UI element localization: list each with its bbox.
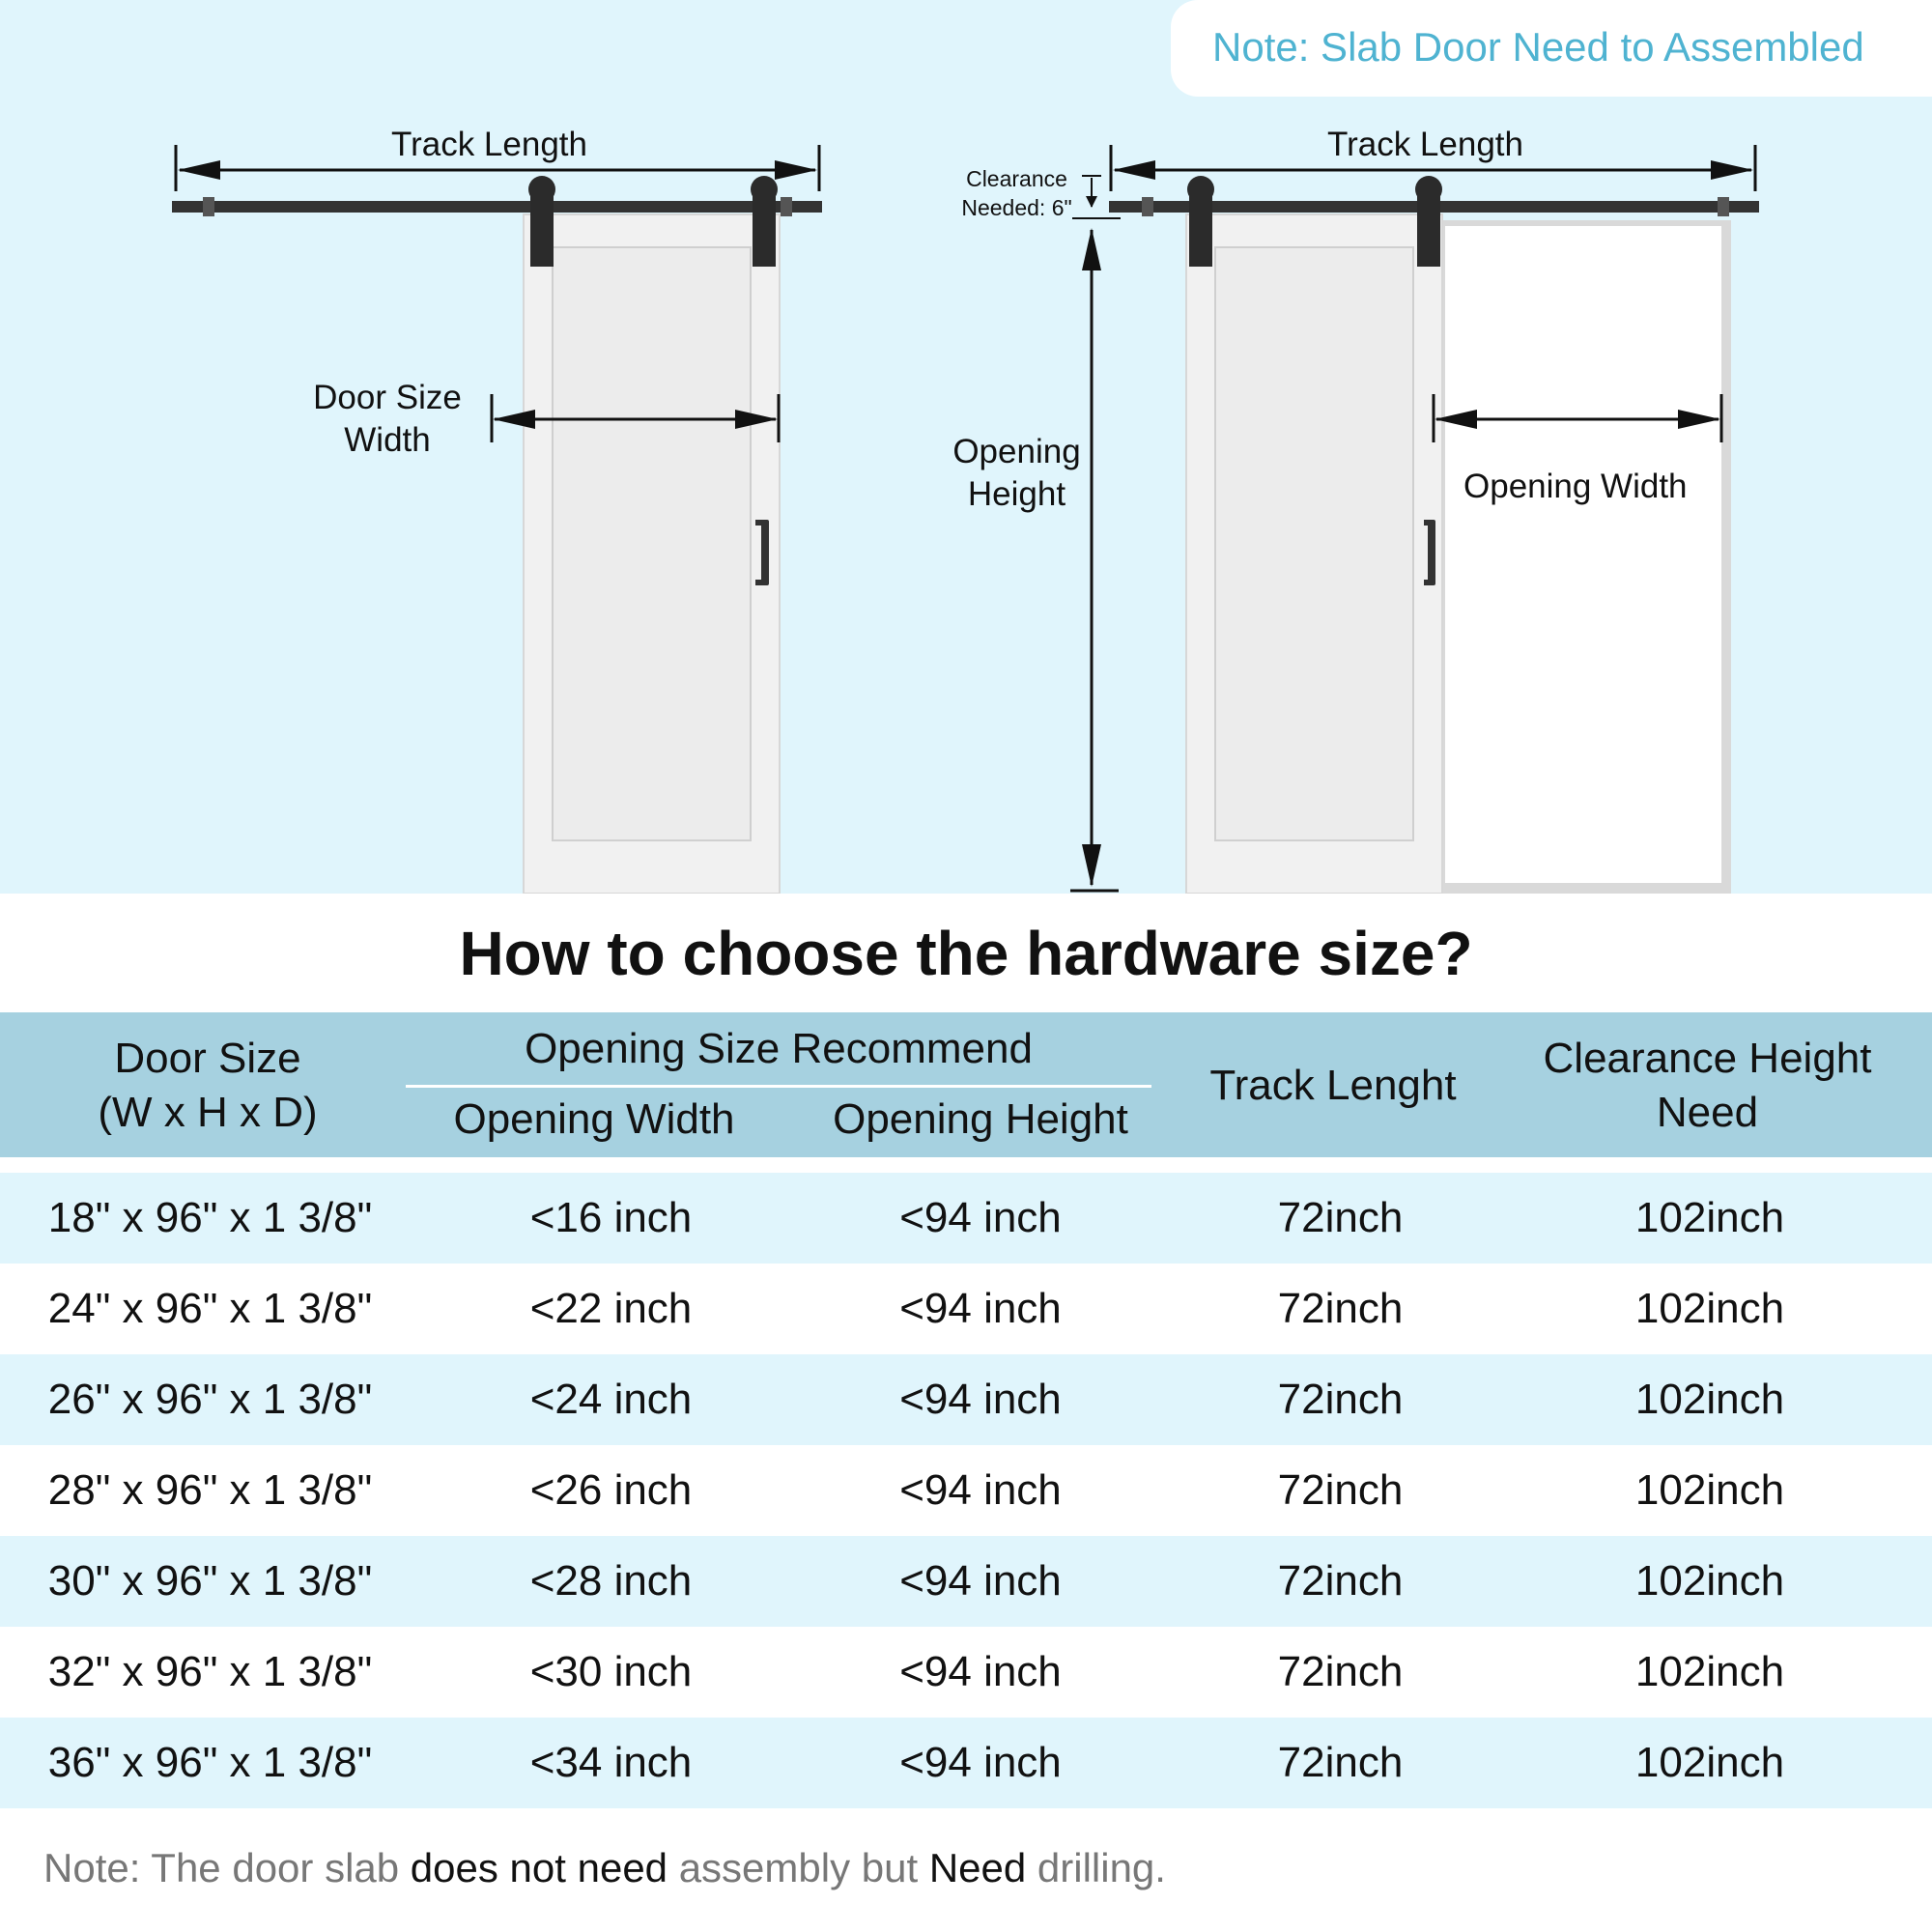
cell-door-size: 18" x 96" x 1 3/8": [47, 1194, 373, 1241]
th-door-size-line2: (W x H x D): [98, 1089, 318, 1136]
th-opening-height: Opening Height: [833, 1095, 1128, 1143]
table-row: [0, 1627, 1932, 1718]
cell-clearance: 102inch: [1634, 1285, 1785, 1332]
cell-opening-width: <16 inch: [529, 1194, 693, 1241]
cell-opening-width: <34 inch: [529, 1739, 693, 1786]
opening: [1445, 226, 1721, 883]
opening-height-label: [937, 431, 1096, 516]
diagram-area: [0, 0, 1932, 894]
footer-note: [43, 1845, 1166, 1891]
th-opening-width: Opening Width: [453, 1095, 735, 1143]
cell-track-length: 72inch: [1277, 1285, 1404, 1332]
cell-clearance: 102inch: [1634, 1648, 1785, 1695]
left-door-illustration: [172, 145, 822, 894]
cell-track-length: 72inch: [1277, 1557, 1404, 1605]
cell-opening-width: <22 inch: [529, 1285, 693, 1332]
th-clearance-line2: Need: [1656, 1089, 1759, 1136]
table-row: [0, 1718, 1932, 1808]
table-row: [0, 1173, 1932, 1264]
cell-door-size: 24" x 96" x 1 3/8": [47, 1285, 373, 1332]
opening-width-label: Opening Width: [1463, 468, 1688, 505]
right-door-illustration: [1070, 145, 1759, 894]
door-size-width-label: [305, 377, 469, 462]
footer-part4: Need: [928, 1845, 1027, 1890]
cell-door-size: 30" x 96" x 1 3/8": [47, 1557, 373, 1605]
right-track-length-label: Track Length: [1327, 126, 1523, 163]
cell-clearance: 102inch: [1634, 1376, 1785, 1423]
cell-track-length: 72inch: [1277, 1648, 1404, 1695]
door-size-width-line2: Width: [344, 421, 431, 459]
page-title: How to choose the hardware size?: [459, 919, 1473, 988]
footer-part2: does not need: [410, 1845, 668, 1890]
th-clearance-height: [1492, 1032, 1922, 1140]
top-note: Note: Slab Door Need to Assembled: [1212, 24, 1864, 70]
cell-opening-height: <94 inch: [899, 1194, 1062, 1241]
cell-clearance: 102inch: [1634, 1194, 1785, 1241]
opening-height-line2: Height: [967, 475, 1066, 513]
th-clearance-line1: Clearance Height: [1543, 1035, 1872, 1082]
cell-opening-width: <24 inch: [529, 1376, 693, 1423]
door-size-width-line1: Door Size: [313, 379, 462, 416]
footer-part1: Note: The door slab: [43, 1845, 411, 1890]
footer-part3: assembly but: [668, 1845, 929, 1890]
th-group-divider: [406, 1085, 1151, 1088]
cell-door-size: 28" x 96" x 1 3/8": [47, 1466, 373, 1514]
clearance-line2: Needed: 6": [961, 195, 1072, 220]
opening-height-line1: Opening: [952, 433, 1081, 470]
cell-track-length: 72inch: [1277, 1466, 1404, 1514]
cell-clearance: 102inch: [1634, 1466, 1785, 1514]
cell-opening-width: <26 inch: [529, 1466, 693, 1514]
cell-door-size: 26" x 96" x 1 3/8": [47, 1376, 373, 1423]
cell-track-length: 72inch: [1277, 1739, 1404, 1786]
th-door-size-line1: Door Size: [114, 1035, 301, 1082]
right-hanger-2: [1415, 176, 1442, 267]
table-row: [0, 1264, 1932, 1354]
table-row: [0, 1445, 1932, 1536]
cell-opening-height: <94 inch: [899, 1739, 1062, 1786]
cell-track-length: 72inch: [1277, 1194, 1404, 1241]
clearance-needed-label: [952, 164, 1082, 222]
left-door-handle: [761, 520, 769, 585]
cell-opening-height: <94 inch: [899, 1648, 1062, 1695]
cell-clearance: 102inch: [1634, 1739, 1785, 1786]
left-track-length-label: Track Length: [391, 126, 587, 163]
cell-opening-height: <94 inch: [899, 1285, 1062, 1332]
table-row: [0, 1354, 1932, 1445]
cell-track-length: 72inch: [1277, 1376, 1404, 1423]
cell-opening-height: <94 inch: [899, 1557, 1062, 1605]
th-track-length: Track Lenght: [1209, 1062, 1457, 1109]
table-row: [0, 1536, 1932, 1627]
th-group-opening-size: Opening Size Recommend: [525, 1025, 1033, 1072]
right-hanger-1: [1187, 176, 1214, 267]
left-hanger-2: [751, 176, 778, 267]
th-door-size: [0, 1032, 415, 1140]
clearance-line1: Clearance: [966, 166, 1067, 191]
cell-opening-height: <94 inch: [899, 1376, 1062, 1423]
cell-door-size: 36" x 96" x 1 3/8": [47, 1739, 373, 1786]
left-track: [172, 201, 822, 213]
footer-part5: drilling.: [1026, 1845, 1166, 1890]
right-door-handle: [1428, 520, 1435, 585]
cell-clearance: 102inch: [1634, 1557, 1785, 1605]
cell-opening-width: <30 inch: [529, 1648, 693, 1695]
left-hanger-1: [528, 176, 555, 267]
cell-opening-width: <28 inch: [529, 1557, 693, 1605]
cell-opening-height: <94 inch: [899, 1466, 1062, 1514]
cell-door-size: 32" x 96" x 1 3/8": [47, 1648, 373, 1695]
